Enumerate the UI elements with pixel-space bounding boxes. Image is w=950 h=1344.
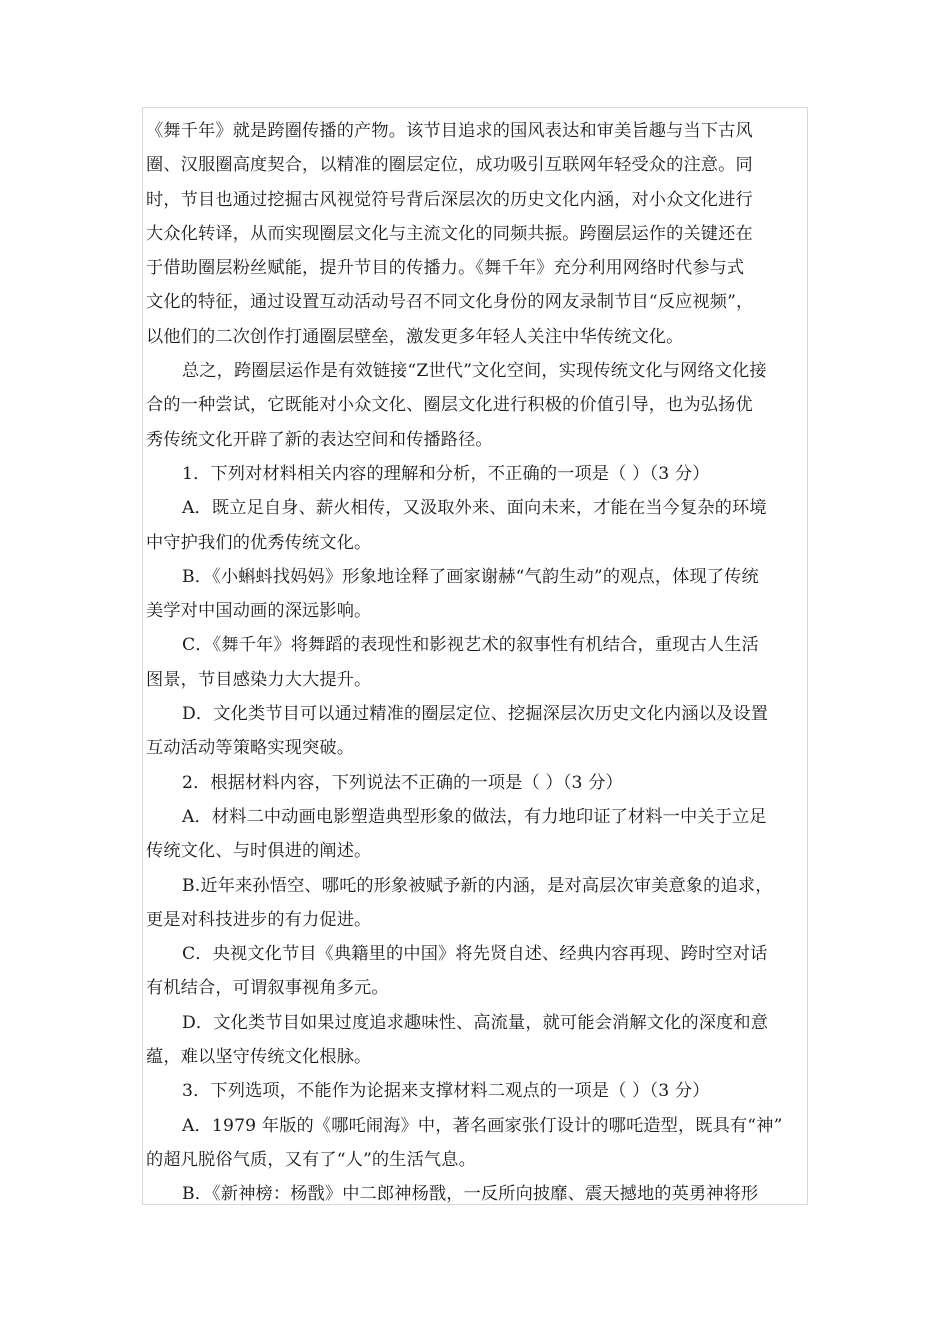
paragraph-conclusion [146,354,804,457]
question-2-option-c [146,937,804,1006]
document-body [146,114,804,1212]
text-line: 有机结合，可谓叙事视角多元。 [146,978,389,999]
text-line: 传统文化、与时俱进的阐述。 [146,841,372,862]
text-line: 蕴，难以坚守传统文化根脉。 [146,1047,372,1068]
text-line: 合的一种尝试，它既能对小众文化、圈层文化进行积极的价值引导，也为弘扬优 [146,395,753,416]
text-line: 的超凡脱俗气质，又有了“人”的生活气息。 [146,1149,476,1170]
text-line: A．材料二中动画电影塑造典型形象的做法，有力地印证了材料一中关于立足 [182,806,767,827]
question-1-option-c [146,628,804,697]
text-line: 《舞千年》就是跨圈传播的产物。该节目追求的国风表达和审美旨趣与当下古风 [146,121,753,141]
text-line: A．1979 年版的《哪吒闹海》中，著名画家张仃设计的哪吒造型，既具有“神” [182,1115,783,1136]
question-1-stem [146,457,804,491]
question-2-option-a [146,800,804,869]
question-2-stem [146,766,804,800]
question-3-stem [146,1074,804,1108]
text-line: 更是对科技进步的有力促进。 [146,909,372,930]
question-2-option-b [146,869,804,938]
text-line: 总之，跨圈层运作是有效链接“Z世代”文化空间，实现传统文化与网络文化接 [182,361,767,382]
text-line: A．既立足自身、薪火相传，又汲取外来、面向未来，才能在当今复杂的环境 [182,498,767,519]
question-2-option-d [146,1006,804,1075]
text-line: 2．根据材料内容，下列说法不正确的一项是（ ）（3 分） [182,772,623,793]
text-line: 时，节目也通过挖掘古风视觉符号背后深层次的历史文化内涵，对小众文化进行 [146,189,753,210]
question-3-option-a [146,1109,804,1178]
text-line: 文化的特征，通过设置互动活动号召不同文化身份的网友录制节目“反应视频”， [146,292,754,313]
text-line: 于借助圈层粉丝赋能，提升节目的传播力。《舞千年》充分利用网络时代参与式 [146,258,745,279]
text-line: C．《舞千年》将舞蹈的表现性和影视艺术的叙事性有机结合，重现古人生活 [182,635,759,656]
text-line: D．文化类节目如果过度追求趣味性、高流量，就可能会消解文化的深度和意 [182,1012,769,1033]
text-line: 美学对中国动画的深远影响。 [146,601,372,622]
text-line: 大众化转译，从而实现圈层文化与主流文化的同频共振。跨圈层运作的关键还在 [146,223,753,244]
text-line: 互动活动等策略实现突破。 [146,738,355,759]
text-line: 图景，节目感染力大大提升。 [146,669,372,690]
question-1-option-d [146,697,804,766]
text-line: C．央视文化节目《典籍里的中国》将先贤自述、经典内容再现、跨时空对话 [182,944,768,965]
text-line: 1．下列对材料相关内容的理解和分析，不正确的一项是（ ）（3 分） [182,463,710,484]
text-line: B.近年来孙悟空、哪吒的形象被赋予新的内涵，是对高层次审美意象的追求， [182,875,773,896]
text-line: 中守护我们的优秀传统文化。 [146,532,372,553]
text-line: D．文化类节目可以通过精准的圈层定位、挖掘深层次历史文化内涵以及设置 [182,704,769,725]
question-3-option-b [146,1177,804,1211]
text-line: B．《新神榜：杨戬》中二郎神杨戬，一反所向披靡、震天撼地的英勇神将形 [182,1184,759,1205]
text-line: B．《小蝌蚪找妈妈》形象地诠释了画家谢赫“气韵生动”的观点，体现了传统 [182,566,759,587]
text-line: 圈、汉服圈高度契合，以精准的圈层定位，成功吸引互联网年轻受众的注意。同 [146,155,753,176]
text-line: 3．下列选项，不能作为论据来支撑材料二观点的一项是（ ）（3 分） [182,1081,710,1102]
text-line: 以他们的二次创作打通圈层壁垒，激发更多年轻人关注中华传统文化。 [146,326,684,347]
question-1-option-a [146,491,804,560]
paragraph-material-continuation [146,114,804,354]
text-line: 秀传统文化开辟了新的表达空间和传播路径。 [146,429,493,450]
question-1-option-b [146,560,804,629]
